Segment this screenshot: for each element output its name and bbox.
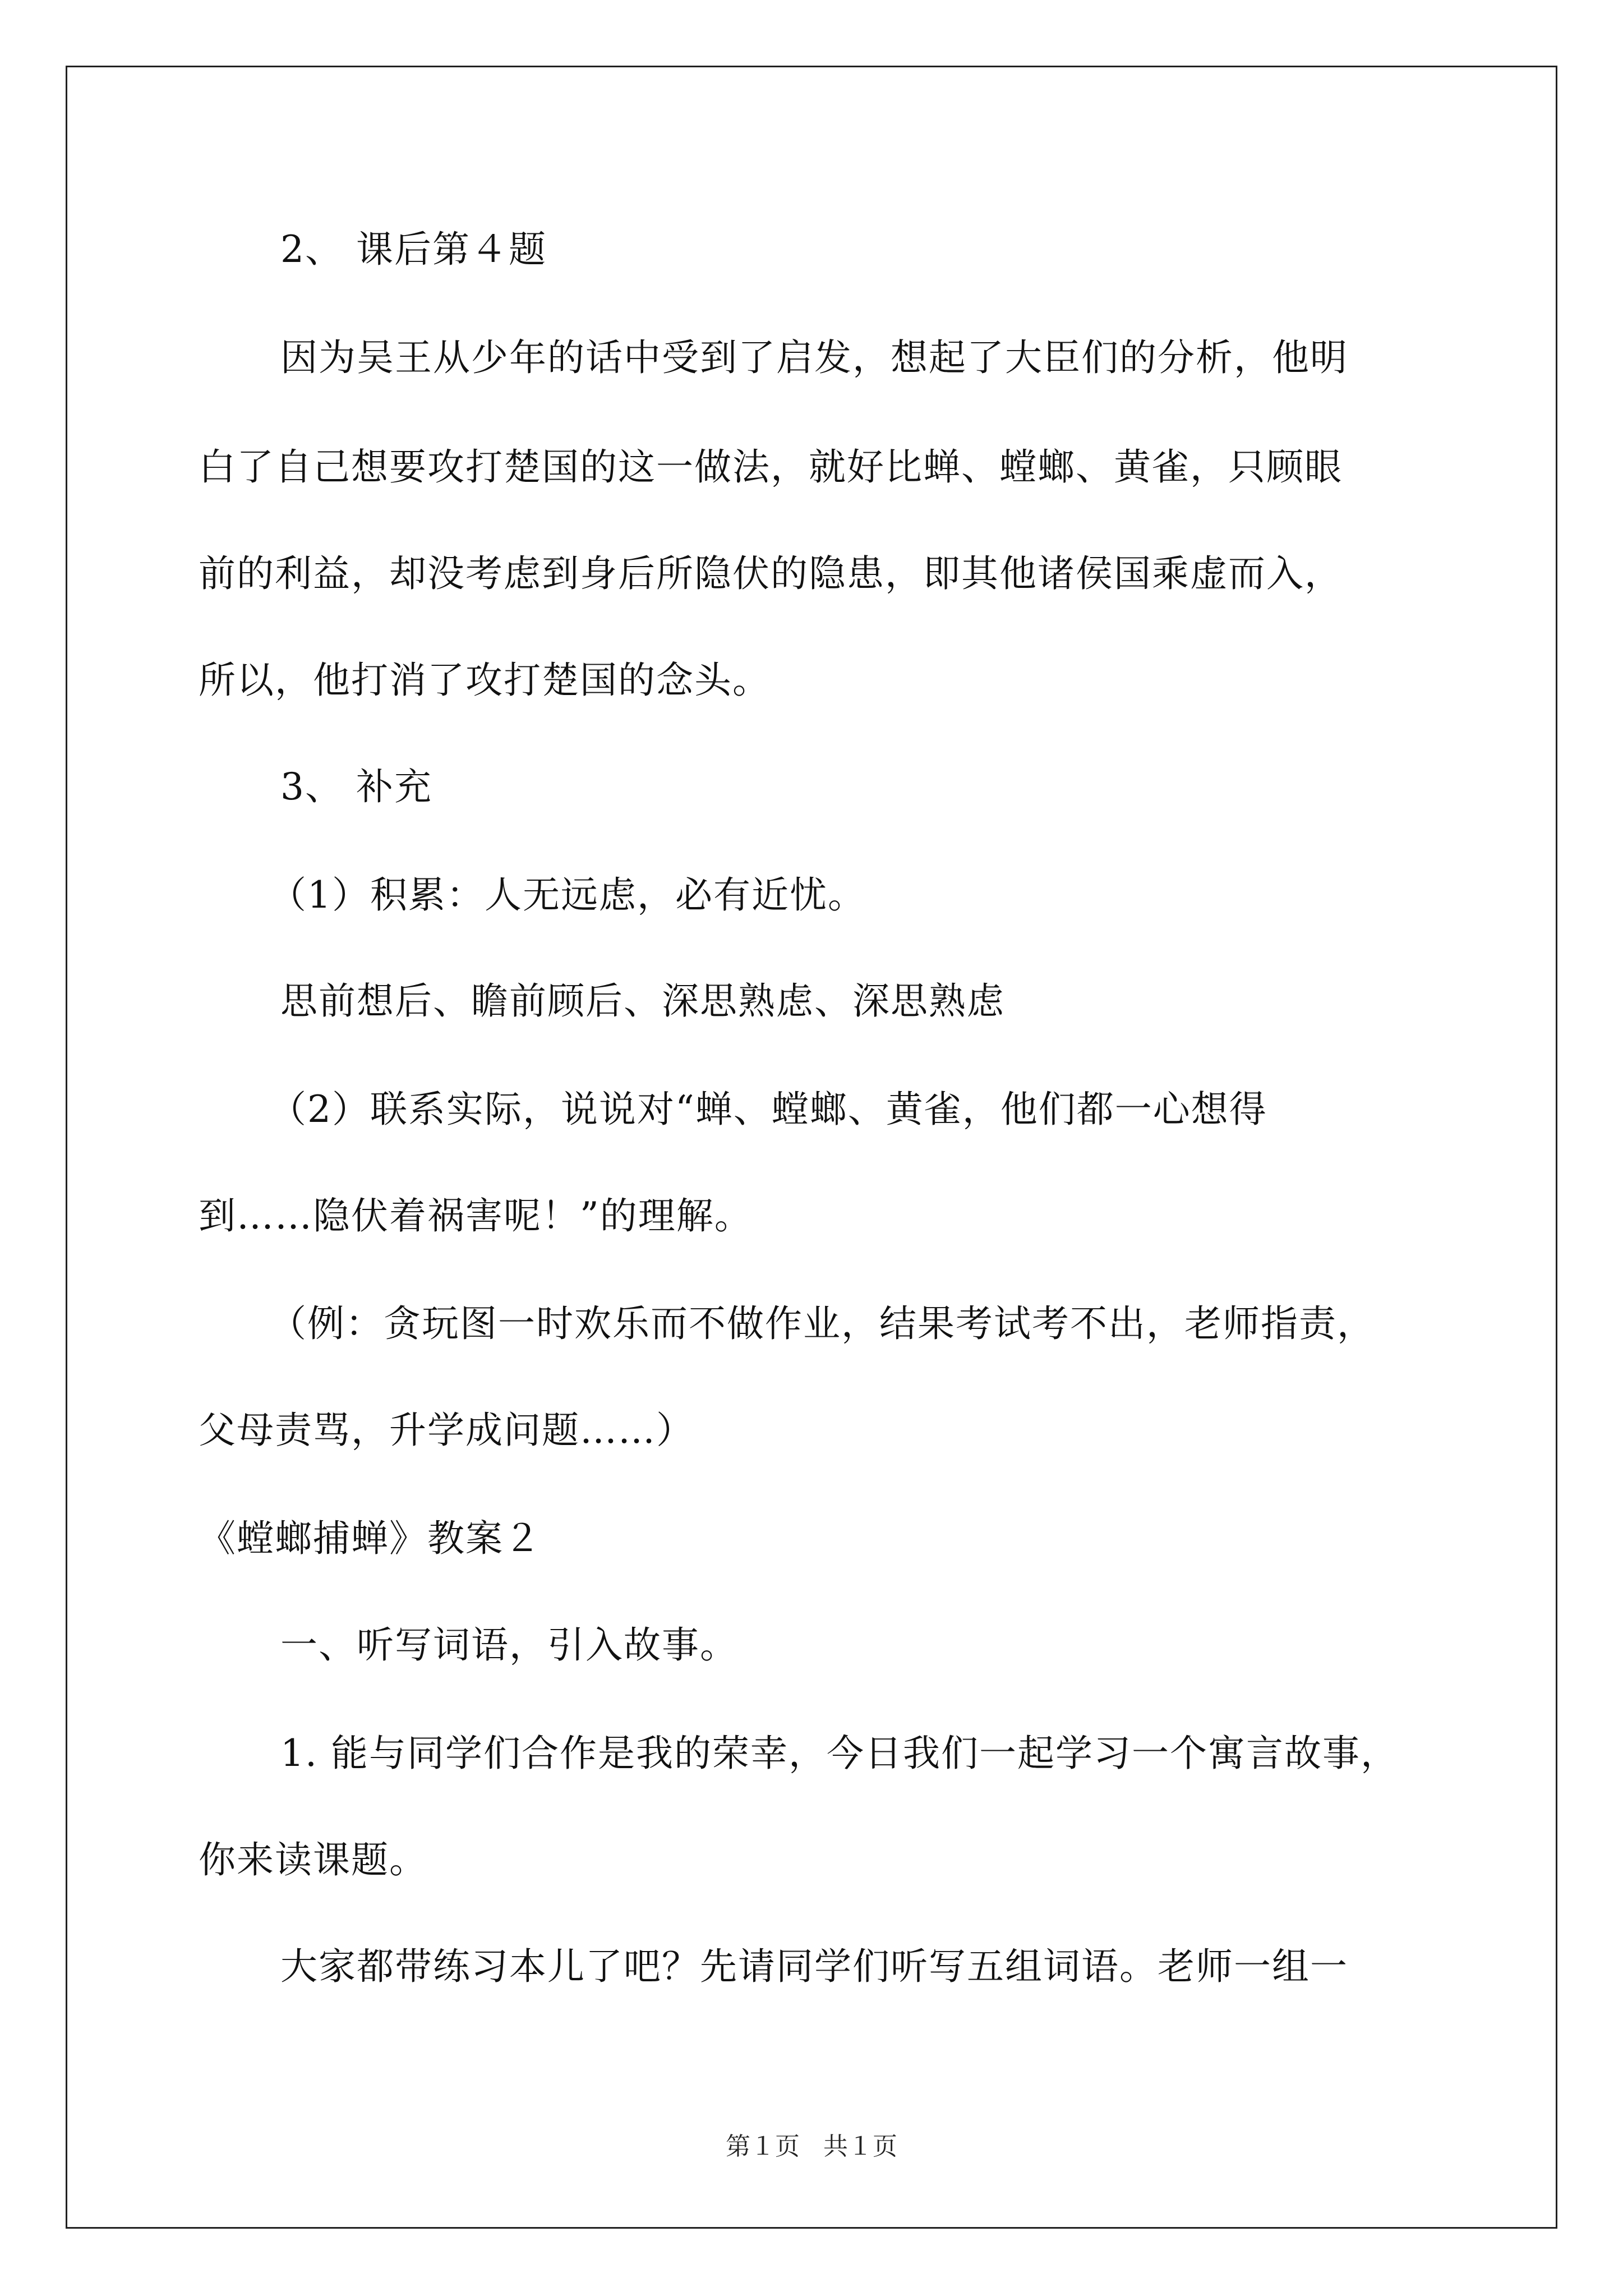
paragraph-line: 你来读课题。 [199,1838,427,1881]
paragraph-line: 所以，他打消了攻打楚国的念头。 [199,659,771,702]
page-total: 共１页 [823,2132,897,2161]
section-heading-2: 2、 课后第４题 [280,228,547,271]
paragraph-line: （1）积累：人无远虑，必有近忧。 [269,873,866,917]
page-border [66,66,1557,2229]
paragraph-line: 1. 能与同学们合作是我的荣幸，今日我们一起学习一个寓言故事， [280,1732,1399,1775]
paragraph-line: （2）联系实际，说说对“蝉、螳螂、黄雀，他们都一心想得 [269,1088,1267,1131]
paragraph-line: 大家都带练习本儿了吧？先请同学们听写五组词语。老师一组一 [280,1945,1348,1988]
section-heading-1: 一、听写词语，引入故事。 [280,1623,738,1667]
page-footer [0,2134,1623,2159]
section-heading-3: 3、 补充 [280,765,432,808]
paragraph-line: 父母责骂，升学成问题……） [199,1409,694,1452]
lesson-title: 《螳螂捕蝉》教案２ [199,1517,542,1560]
paragraph-line: 白了自己想要攻打楚国的这一做法，就好比蝉、螳螂、黄雀，只顾眼 [199,445,1343,489]
page-number: 第１页 [726,2132,800,2161]
paragraph-line: 到……隐伏着祸害呢！”的理解。 [199,1194,753,1237]
paragraph-line: 前的利益，却没考虑到身后所隐伏的隐患，即其他诸侯国乘虚而入， [199,552,1343,595]
paragraph-line: （例：贪玩图一时欢乐而不做作业，结果考试考不出，老师指责， [269,1302,1375,1345]
paragraph-line: 因为吴王从少年的话中受到了启发，想起了大臣们的分析，他明 [280,336,1348,379]
paragraph-line: 思前想后、瞻前顾后、深思熟虑、深思熟虑 [280,979,1005,1023]
